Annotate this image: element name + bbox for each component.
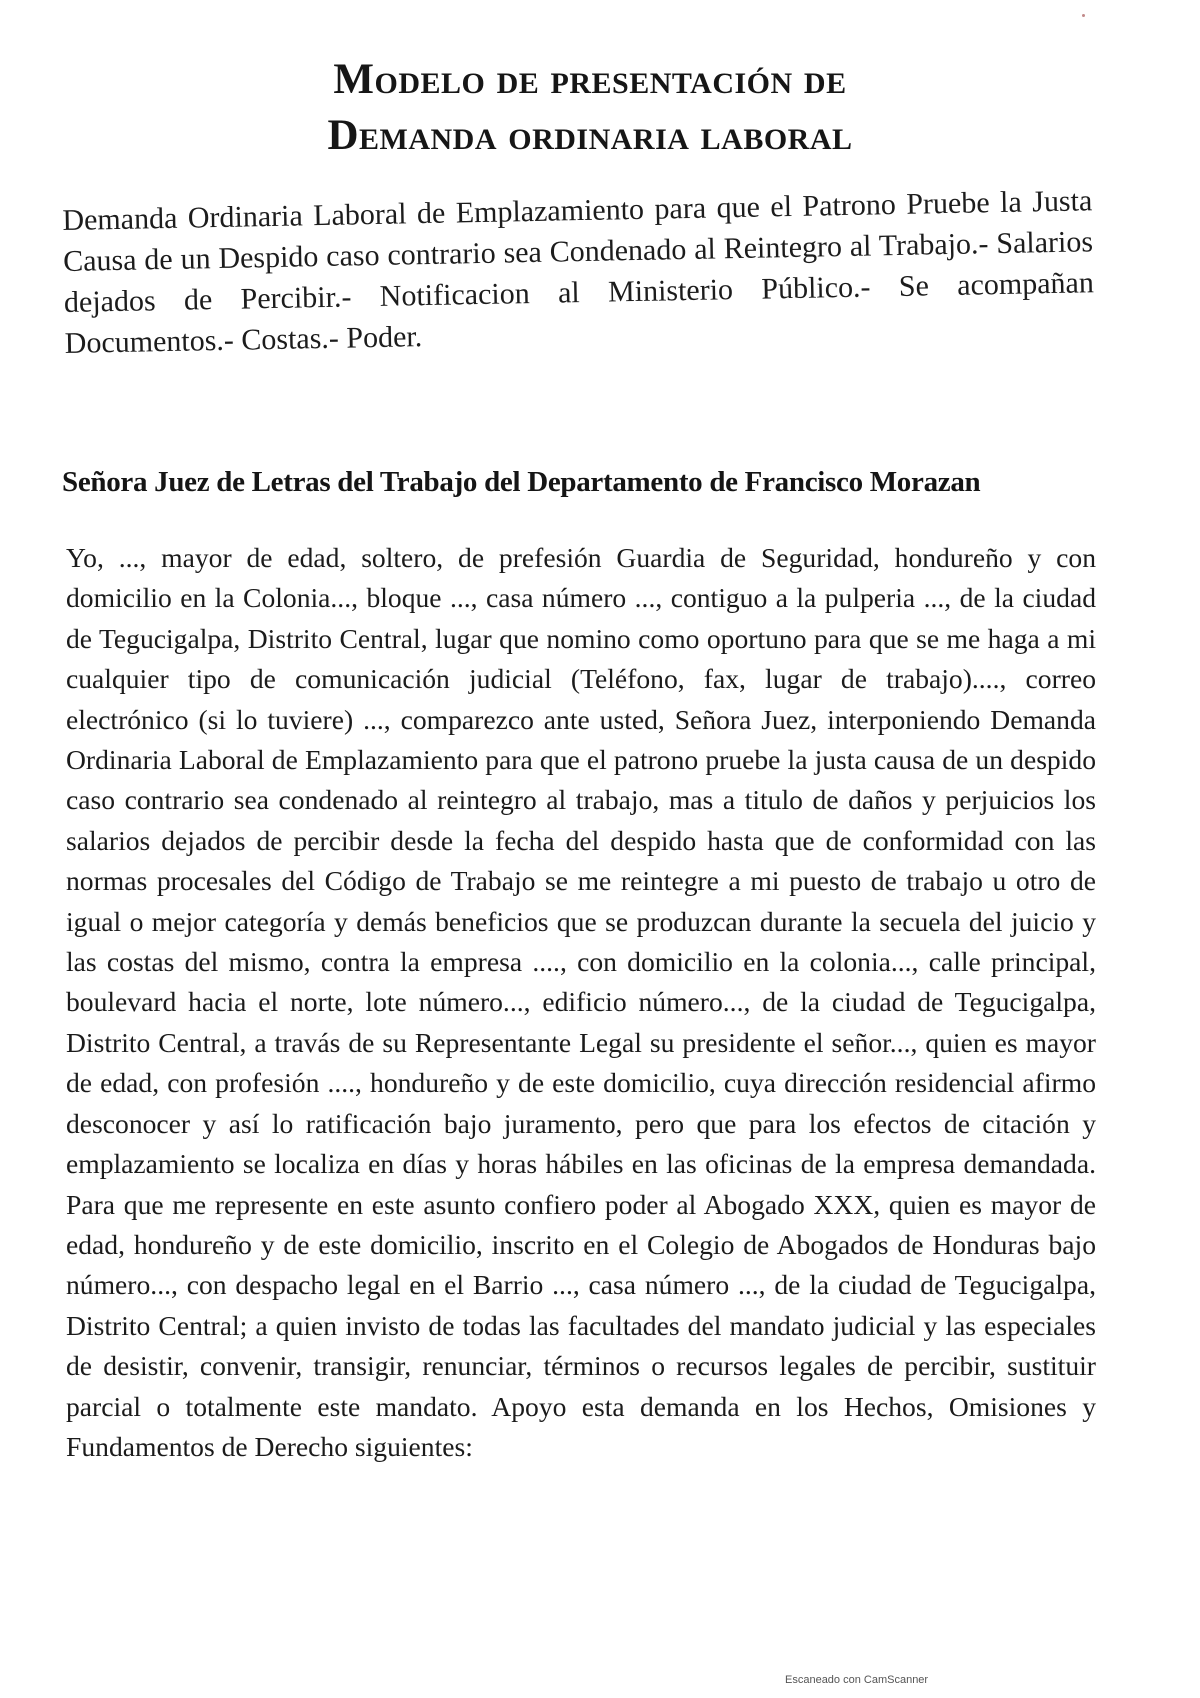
scan-stamp: Escaneado con CamScanner [785,1674,929,1686]
demand-body-paragraph: Yo, ..., mayor de edad, soltero, de prefesión Guardia de Seguridad, hondureño y con domicilio en la Colonia..., bloque ..., casa número ..., contiguo a la pulperia ..., de la ciudad de Tegucigalpa, Distrito Central, lugar que nomino como oportuno para que se me haga a mi cualquier tipo de comunicación judicial (Teléfono, fax, lugar de trabajo)...., correo electrónico (si lo tuviere) ..., comparezco ante usted, Señora Juez, interponiendo Demanda Ordinaria Laboral de Emplazamiento para que el patrono pruebe la justa causa de un despido caso contrario sea condenado al reintegro al trabajo, mas a titulo de daños y perjuicios los salarios dejados de percibir desde la fecha del despido hasta que de conformidad con las normas procesales del Código de Trabajo se me reintegre a mi puesto de trabajo u otro de igual o mejor categoría y demás beneficios que se produzcan durante la secuela del juicio y las costas del mismo, contra la empresa ...., con domicilio en la colonia..., calle principal, boulevard hacia el norte, lote número..., edificio número..., de la ciudad de Tegucigalpa, Distrito Central, a travás de su Representante Legal su presidente el señor..., quien es mayor de edad, con profesión ...., hondureño y de este domicilio, cuya dirección residencial afirmo desconocer y así lo ratificación bajo juramento, pero que para los efectos de citación y emplazamiento se localiza en días y horas hábiles en las oficinas de la empresa demandada. Para que me represente en este asunto confiero poder al Abogado XXX, quien es mayor de edad, hondureño y de este domicilio, inscrito en el Colegio de Abogados de Honduras bajo número..., con despacho legal en el Barrio ..., casa número ..., de la ciudad de Tegucigalpa, Distrito Central; a quien invisto de todas las facultades del mandato judicial y las especiales de desistir, convenir, transigir, renunciar, términos o recursos legales de percibir, sustituir parcial o totalmente este mandato. Apoyo esta demanda en los Hechos, Omisiones y Fundamentos de Derecho siguientes: [66,542,1096,1462]
title-line-2: Demanda ordinaria laboral [327,112,853,159]
title-line-1: Modelo de presentación de [333,56,847,103]
addressee-heading: Señora Juez de Letras del Trabajo del Departamento de Francisco Morazan [62,466,981,498]
scan-speck [1082,14,1085,17]
demand-summary: Demanda Ordinaria Laboral de Emplazamiento para que el Patrono Pruebe la Justa Causa de un Despido caso contrario sea Condenado al Reintegro al Trabajo.- Salarios dejados de Percibir.- Notificacion al Ministerio Público.- Se acompañan Documentos.- Costas.- Poder. [62,184,1095,360]
document-title [230,52,950,164]
